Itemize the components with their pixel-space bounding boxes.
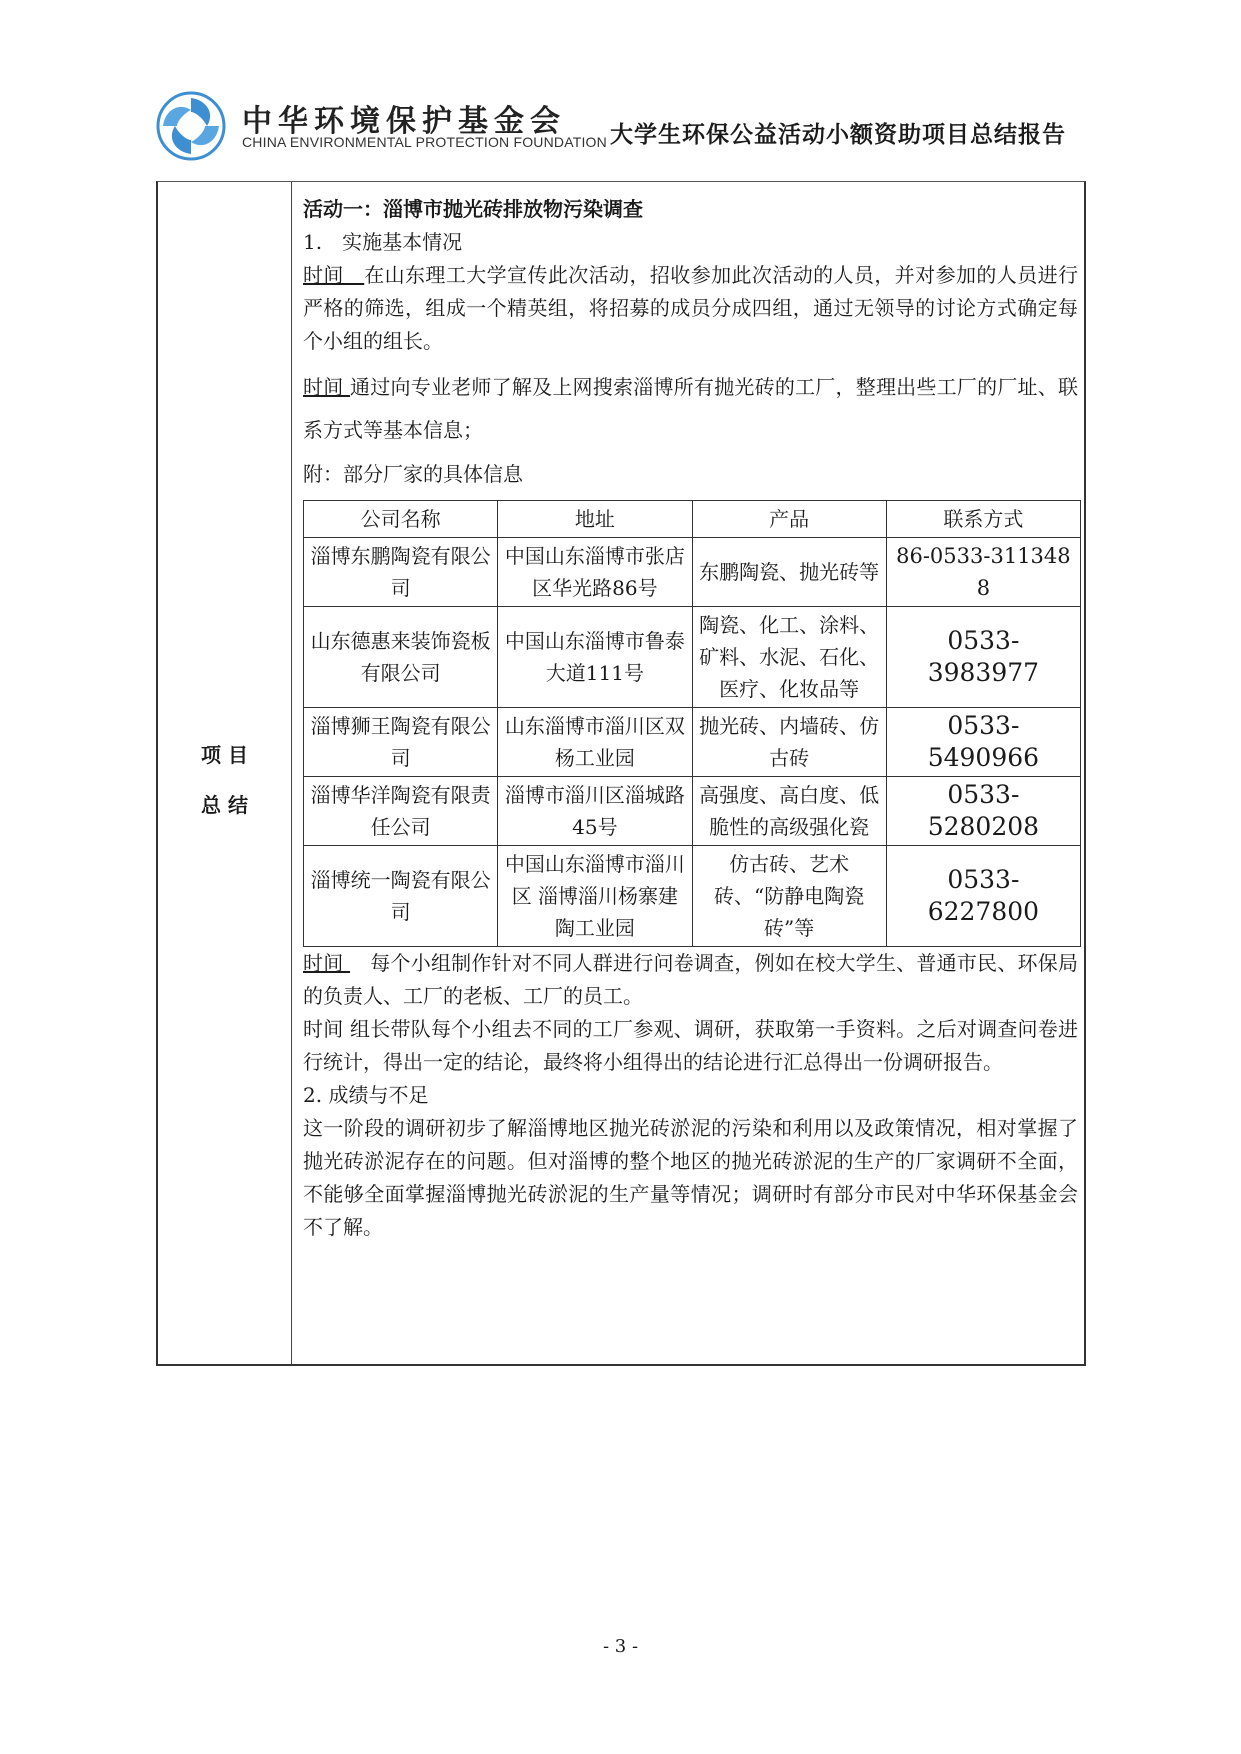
- foundation-logo-icon: [155, 90, 227, 162]
- page-number: - 3 -: [602, 1636, 639, 1657]
- header-contact: 联系方式: [886, 501, 1080, 538]
- step4-text: 组长带队每个小组去不同的工厂参观、调研，获取第一手资料。之后对调查问卷进行统计，得出一定的结论，最终将小组得出的结论进行汇总得出一份调研报告。: [303, 1017, 1079, 1074]
- org-name-en: CHINA ENVIRONMENTAL PROTECTION FOUNDATION: [242, 134, 607, 150]
- contact-cell: 0533-5490966: [886, 708, 1080, 777]
- summary-frame: [156, 181, 1086, 1366]
- products-cell: 东鹏陶瓷、抛光砖等: [692, 538, 886, 607]
- company-name-cell: 淄博东鹏陶瓷有限公司: [304, 538, 498, 607]
- contact-cell: 0533-6227800: [886, 846, 1080, 947]
- report-title: 大学生环保公益活动小额资助项目总结报告: [610, 122, 1066, 148]
- contact-cell: 86-0533-3113488: [886, 538, 1080, 607]
- address-cell: 中国山东淄博市鲁泰大道111号: [498, 607, 692, 708]
- section1-heading: 1. 实施基本情况: [303, 230, 463, 254]
- company-name-cell: 淄博统一陶瓷有限公司: [304, 846, 498, 947]
- company-name-cell: 淄博狮王陶瓷有限公司: [304, 708, 498, 777]
- side-label-line1: 项 目: [201, 743, 248, 767]
- contact-cell: 0533-5280208: [886, 777, 1080, 846]
- step1-paragraph: [303, 259, 1078, 358]
- header-company-name: 公司名称: [304, 501, 498, 538]
- address-cell: 淄博市淄川区淄城路45号: [498, 777, 692, 846]
- step3-text: 每个小组制作针对不同人群进行问卷调查，例如在校大学生、普通市民、环保局的负责人、工厂的老板、工厂的员工。: [303, 951, 1079, 1008]
- header-address: 地址: [498, 501, 692, 538]
- step2-label: 时间: [303, 375, 351, 399]
- summary-content: [303, 182, 1078, 1244]
- step3-label: 时间: [303, 951, 351, 975]
- address-cell: 中国山东淄博市张店区华光路86号: [498, 538, 692, 607]
- table-header-row: [304, 501, 1081, 538]
- section2-heading: 2. 成绩与不足: [303, 1083, 429, 1107]
- table-row: [304, 777, 1081, 846]
- step2-paragraph: [303, 366, 1078, 452]
- side-label: [158, 730, 291, 830]
- step4-paragraph: [303, 1013, 1078, 1079]
- table-row: [304, 607, 1081, 708]
- products-cell: 抛光砖、内墙砖、仿古砖: [692, 708, 886, 777]
- contact-cell: 0533-3983977: [886, 607, 1080, 708]
- table-row: [304, 538, 1081, 607]
- table-row: [304, 846, 1081, 947]
- address-cell: 山东淄博市淄川区双杨工业园: [498, 708, 692, 777]
- company-name-cell: 山东德惠来装饰瓷板有限公司: [304, 607, 498, 708]
- company-name-cell: 淄博华洋陶瓷有限责任公司: [304, 777, 498, 846]
- header-products: 产品: [692, 501, 886, 538]
- address-cell: 中国山东淄博市淄川区 淄博淄川杨寨建陶工业园: [498, 846, 692, 947]
- org-name-cn: 中华环境保护基金会: [242, 104, 566, 139]
- step4-label: 时间: [303, 1017, 351, 1041]
- section2-paragraph: 这一阶段的调研初步了解淄博地区抛光砖淤泥的污染和利用以及政策情况，相对掌握了抛光砖淤泥存在的问题。但对淄博的整个地区的抛光砖淤泥的生产的厂家调研不全面，不能够全面掌握淄博抛光砖淤泥的生产量等情况；调研时有部分市民对中华环保基金会不了解。: [303, 1116, 1078, 1239]
- products-cell: 陶瓷、化工、涂料、矿料、水泥、石化、医疗、化妆品等: [692, 607, 886, 708]
- step2-text: 通过向专业老师了解及上网搜索淄博所有抛光砖的工厂，整理出些工厂的厂址、联系方式等基本信息；: [303, 375, 1079, 442]
- step3-paragraph: [303, 947, 1078, 1013]
- page-header: [150, 86, 1090, 166]
- side-label-line2: 总 结: [201, 793, 248, 817]
- step1-text: 在山东理工大学宣传此次活动，招收参加此次活动的人员，并对参加的人员进行严格的筛选，组成一个精英组，将招募的成员分成四组，通过无领导的讨论方式确定每个小组的组长。: [303, 263, 1079, 353]
- company-table: [303, 500, 1081, 947]
- attachment-note: 附：部分厂家的具体信息: [303, 462, 523, 486]
- step1-label: 时间: [303, 263, 365, 287]
- table-row: [304, 708, 1081, 777]
- side-label-column: [158, 182, 292, 1364]
- products-cell: 高强度、高白度、低脆性的高级强化瓷: [692, 777, 886, 846]
- activity-title: 活动一：淄博市抛光砖排放物污染调查: [303, 197, 643, 221]
- products-cell: 仿古砖、艺术砖、“防静电陶瓷砖”等: [692, 846, 886, 947]
